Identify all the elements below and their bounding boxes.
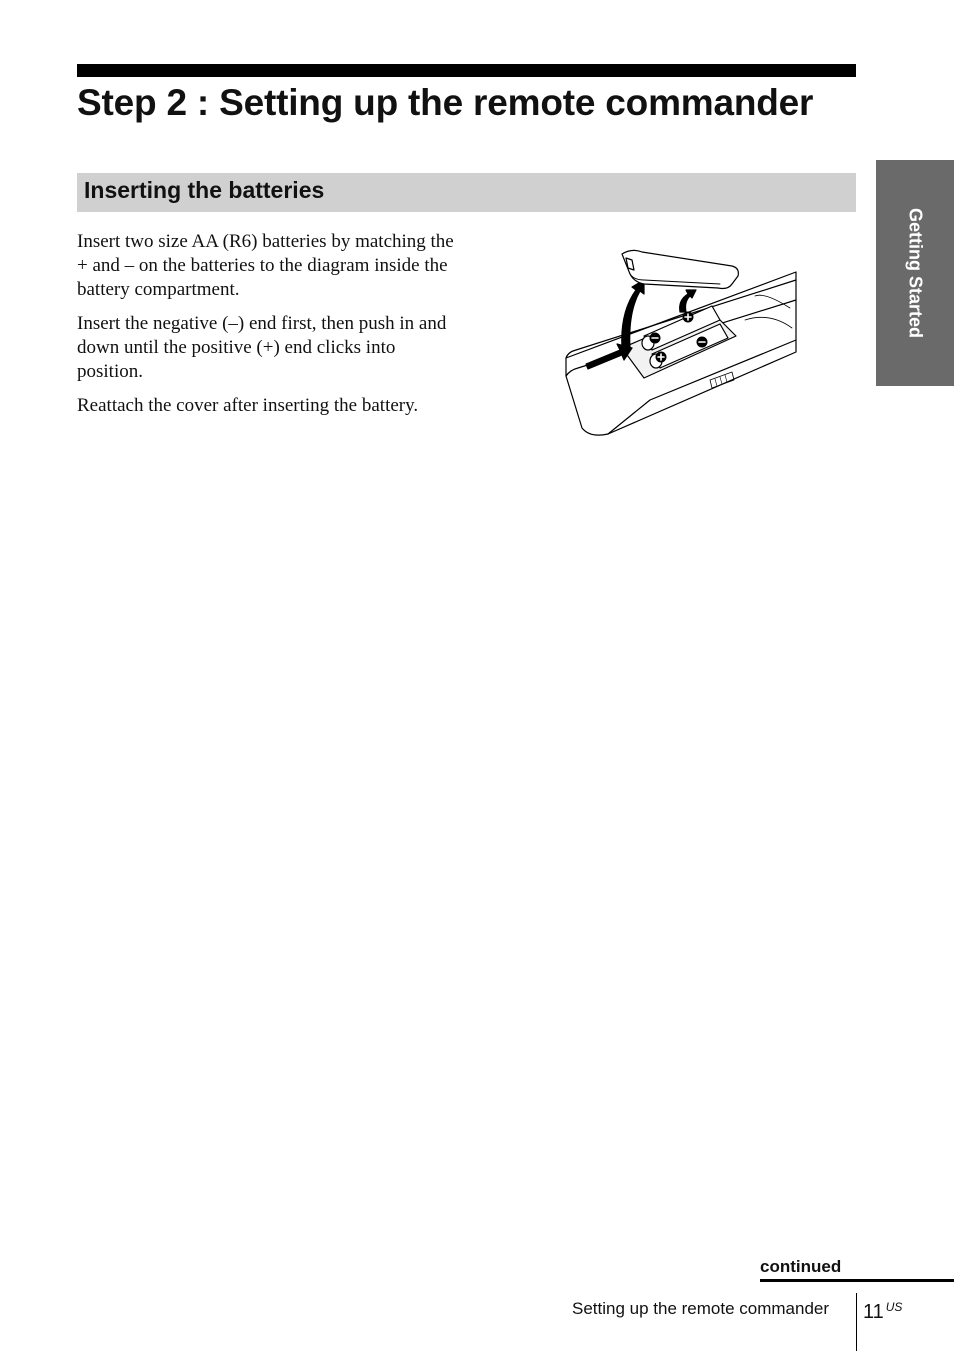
- page-number-value: 11: [863, 1301, 884, 1323]
- plus-icon: [683, 312, 693, 322]
- instruction-paragraph-1: Insert two size AA (R6) batteries by matching the + and – on the batteries to the diagram inside the battery compartment.: [77, 231, 454, 300]
- page-number-suffix: US: [885, 1300, 903, 1314]
- minus-icon: [650, 333, 660, 343]
- instruction-paragraph-2: Insert the negative (–) end first, then push in and down until the positive (+) end clicks into position.: [77, 313, 447, 382]
- chapter-tab: [876, 160, 954, 386]
- section-header: [77, 173, 856, 212]
- plus-icon: [656, 352, 666, 362]
- page-title: Step 2 : Setting up the remote commander: [77, 82, 814, 123]
- section-title: Inserting the batteries: [84, 177, 325, 203]
- title-rule: [77, 64, 856, 77]
- footer-divider: [856, 1293, 857, 1351]
- small-arrow-icon: [680, 290, 696, 312]
- minus-icon: [697, 337, 707, 347]
- instruction-paragraph-3: Reattach the cover after inserting the battery.: [77, 395, 419, 416]
- page-number: [863, 1294, 902, 1325]
- continued-label: continued: [760, 1257, 842, 1276]
- battery-cover: [622, 250, 738, 288]
- continued-rule: [760, 1279, 954, 1282]
- instructions: [77, 230, 462, 428]
- chapter-tab-label: Getting Started: [905, 207, 926, 339]
- footer-section-name: Setting up the remote commander: [572, 1299, 830, 1318]
- battery-insertion-illustration: [560, 240, 800, 440]
